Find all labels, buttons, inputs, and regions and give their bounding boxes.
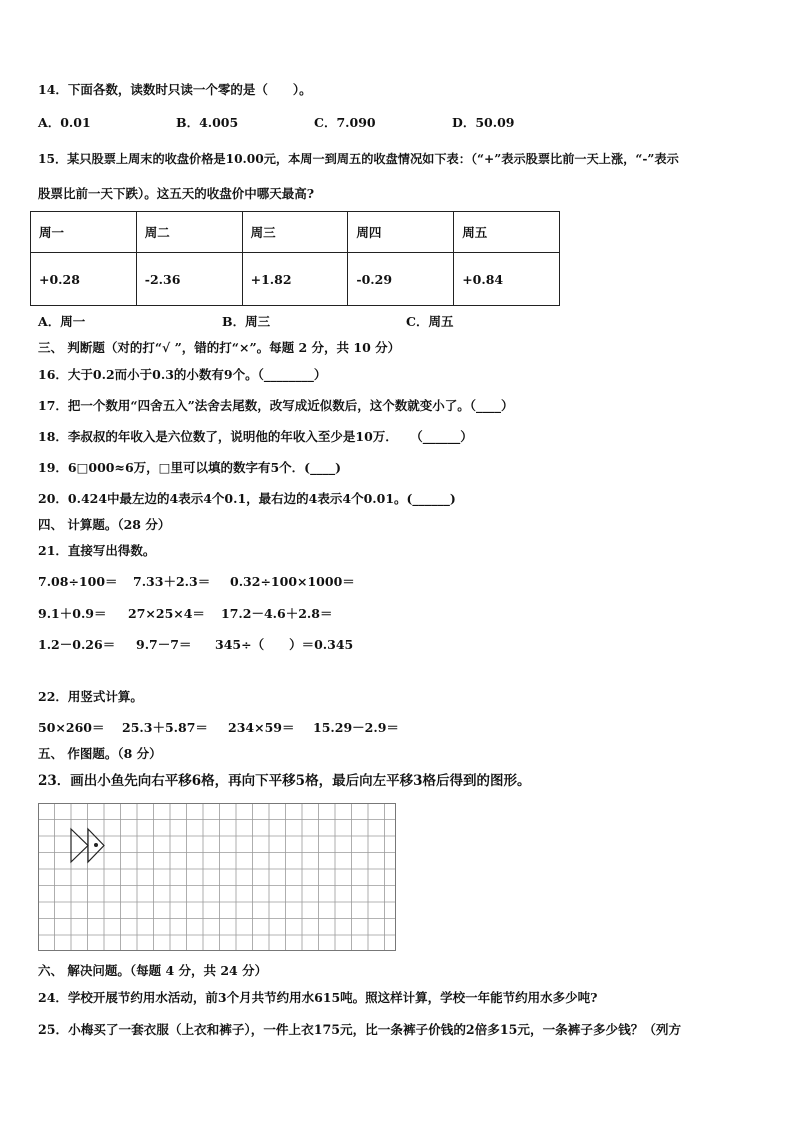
table-cell-change: +1.82 [242, 253, 348, 306]
table-cell-day: 周四 [348, 212, 454, 253]
q22-stem: 22．用竖式计算。 [38, 689, 143, 704]
fish-figure [71, 829, 104, 862]
q22-item: 15.29－2.9＝ [313, 720, 399, 735]
q15-option-c: C．周五 [406, 314, 454, 329]
q15-option-b: B．周三 [222, 314, 271, 329]
drawing-grid [38, 803, 398, 953]
q21-item: 9.1＋0.9＝ [38, 606, 107, 621]
stock-change-table [30, 211, 560, 306]
q21-item: 345÷（ ）＝0.345 [215, 637, 354, 652]
table-cell-day: 周三 [242, 212, 348, 253]
grid-border [39, 804, 396, 951]
q14-stem: 14．下面各数，读数时只读一个零的是（ ）。 [38, 82, 312, 97]
q14-option-c: C．7.090 [314, 115, 376, 130]
q17-stem: 17．把一个数用“四舍五入”法舍去尾数，改写成近似数后，这个数就变小了。（____） [38, 398, 514, 413]
q21-item: 9.7－7＝ [136, 637, 192, 652]
table-cell-change: +0.28 [31, 253, 137, 306]
q25-stem: 25．小梅买了一套衣服（上衣和裤子），一件上衣175元，比一条裤子价钱的2倍多15元，一条裤子多少钱？（列方 [38, 1022, 682, 1037]
q20-stem: 20．0.424中最左边的4表示4个0.1，最右边的4表示4个0.01。(______) [38, 491, 456, 506]
q14-option-a: A．0.01 [38, 115, 91, 130]
section-3-heading: 三、 判断题（对的打“√ ”，错的打“×”。每题 2 分，共 10 分） [38, 340, 401, 355]
q15-stem-line2: 股票比前一天下跌）。这五天的收盘价中哪天最高? [38, 186, 315, 201]
table-cell-day: 周五 [454, 212, 560, 253]
q19-stem: 19．6□000≈6万，□里可以填的数字有5个．(____) [38, 460, 342, 475]
table-cell-change: -2.36 [136, 253, 242, 306]
q21-item: 1.2－0.26＝ [38, 637, 116, 652]
section-4-heading: 四、 计算题。（28 分） [38, 517, 171, 532]
table-cell-change: -0.29 [348, 253, 454, 306]
table-cell-day: 周一 [31, 212, 137, 253]
q24-stem: 24．学校开展节约用水活动，前3个月共节约用水615吨。照这样计算，学校一年能节约用水多少吨? [38, 990, 598, 1005]
q14-option-b: B．4.005 [176, 115, 239, 130]
table-value-row [31, 253, 560, 306]
table-cell-change: +0.84 [454, 253, 560, 306]
fish-eye [94, 843, 98, 847]
q15-stem-line1: 15．某只股票上周末的收盘价格是10.00元，本周一到周五的收盘情况如下表：（“+”表示股票比前一天上涨，“-”表示 [38, 152, 679, 166]
q23-stem: 23．画出小鱼先向右平移6格，再向下平移5格，最后向左平移3格后得到的图形。 [38, 773, 531, 789]
q22-item: 25.3＋5.87＝ [122, 720, 208, 735]
table-cell-day: 周二 [136, 212, 242, 253]
table-header-row [31, 212, 560, 253]
fish-tail [71, 829, 88, 862]
q22-item: 234×59＝ [228, 720, 295, 735]
q21-stem: 21．直接写出得数。 [38, 543, 156, 558]
q21-item: 0.32÷100×1000＝ [230, 574, 355, 589]
section-5-heading: 五、 作图题。（8 分） [38, 746, 162, 761]
q14-option-d: D．50.09 [452, 115, 515, 130]
q21-item: 27×25×4＝ [128, 606, 205, 621]
q21-item: 17.2－4.6＋2.8＝ [221, 606, 333, 621]
grid-lines [39, 804, 396, 951]
q21-item: 7.08÷100＝ [38, 574, 118, 589]
q21-item: 7.33＋2.3＝ [133, 574, 211, 589]
q22-item: 50×260＝ [38, 720, 105, 735]
q15-option-a: A．周一 [38, 314, 86, 329]
q18-stem: 18．李叔叔的年收入是六位数了，说明他的年收入至少是10万． （______） [38, 429, 473, 444]
q16-stem: 16．大于0.2而小于0.3的小数有9个。（________） [38, 367, 327, 382]
section-6-heading: 六、 解决问题。（每题 4 分，共 24 分） [38, 963, 268, 978]
